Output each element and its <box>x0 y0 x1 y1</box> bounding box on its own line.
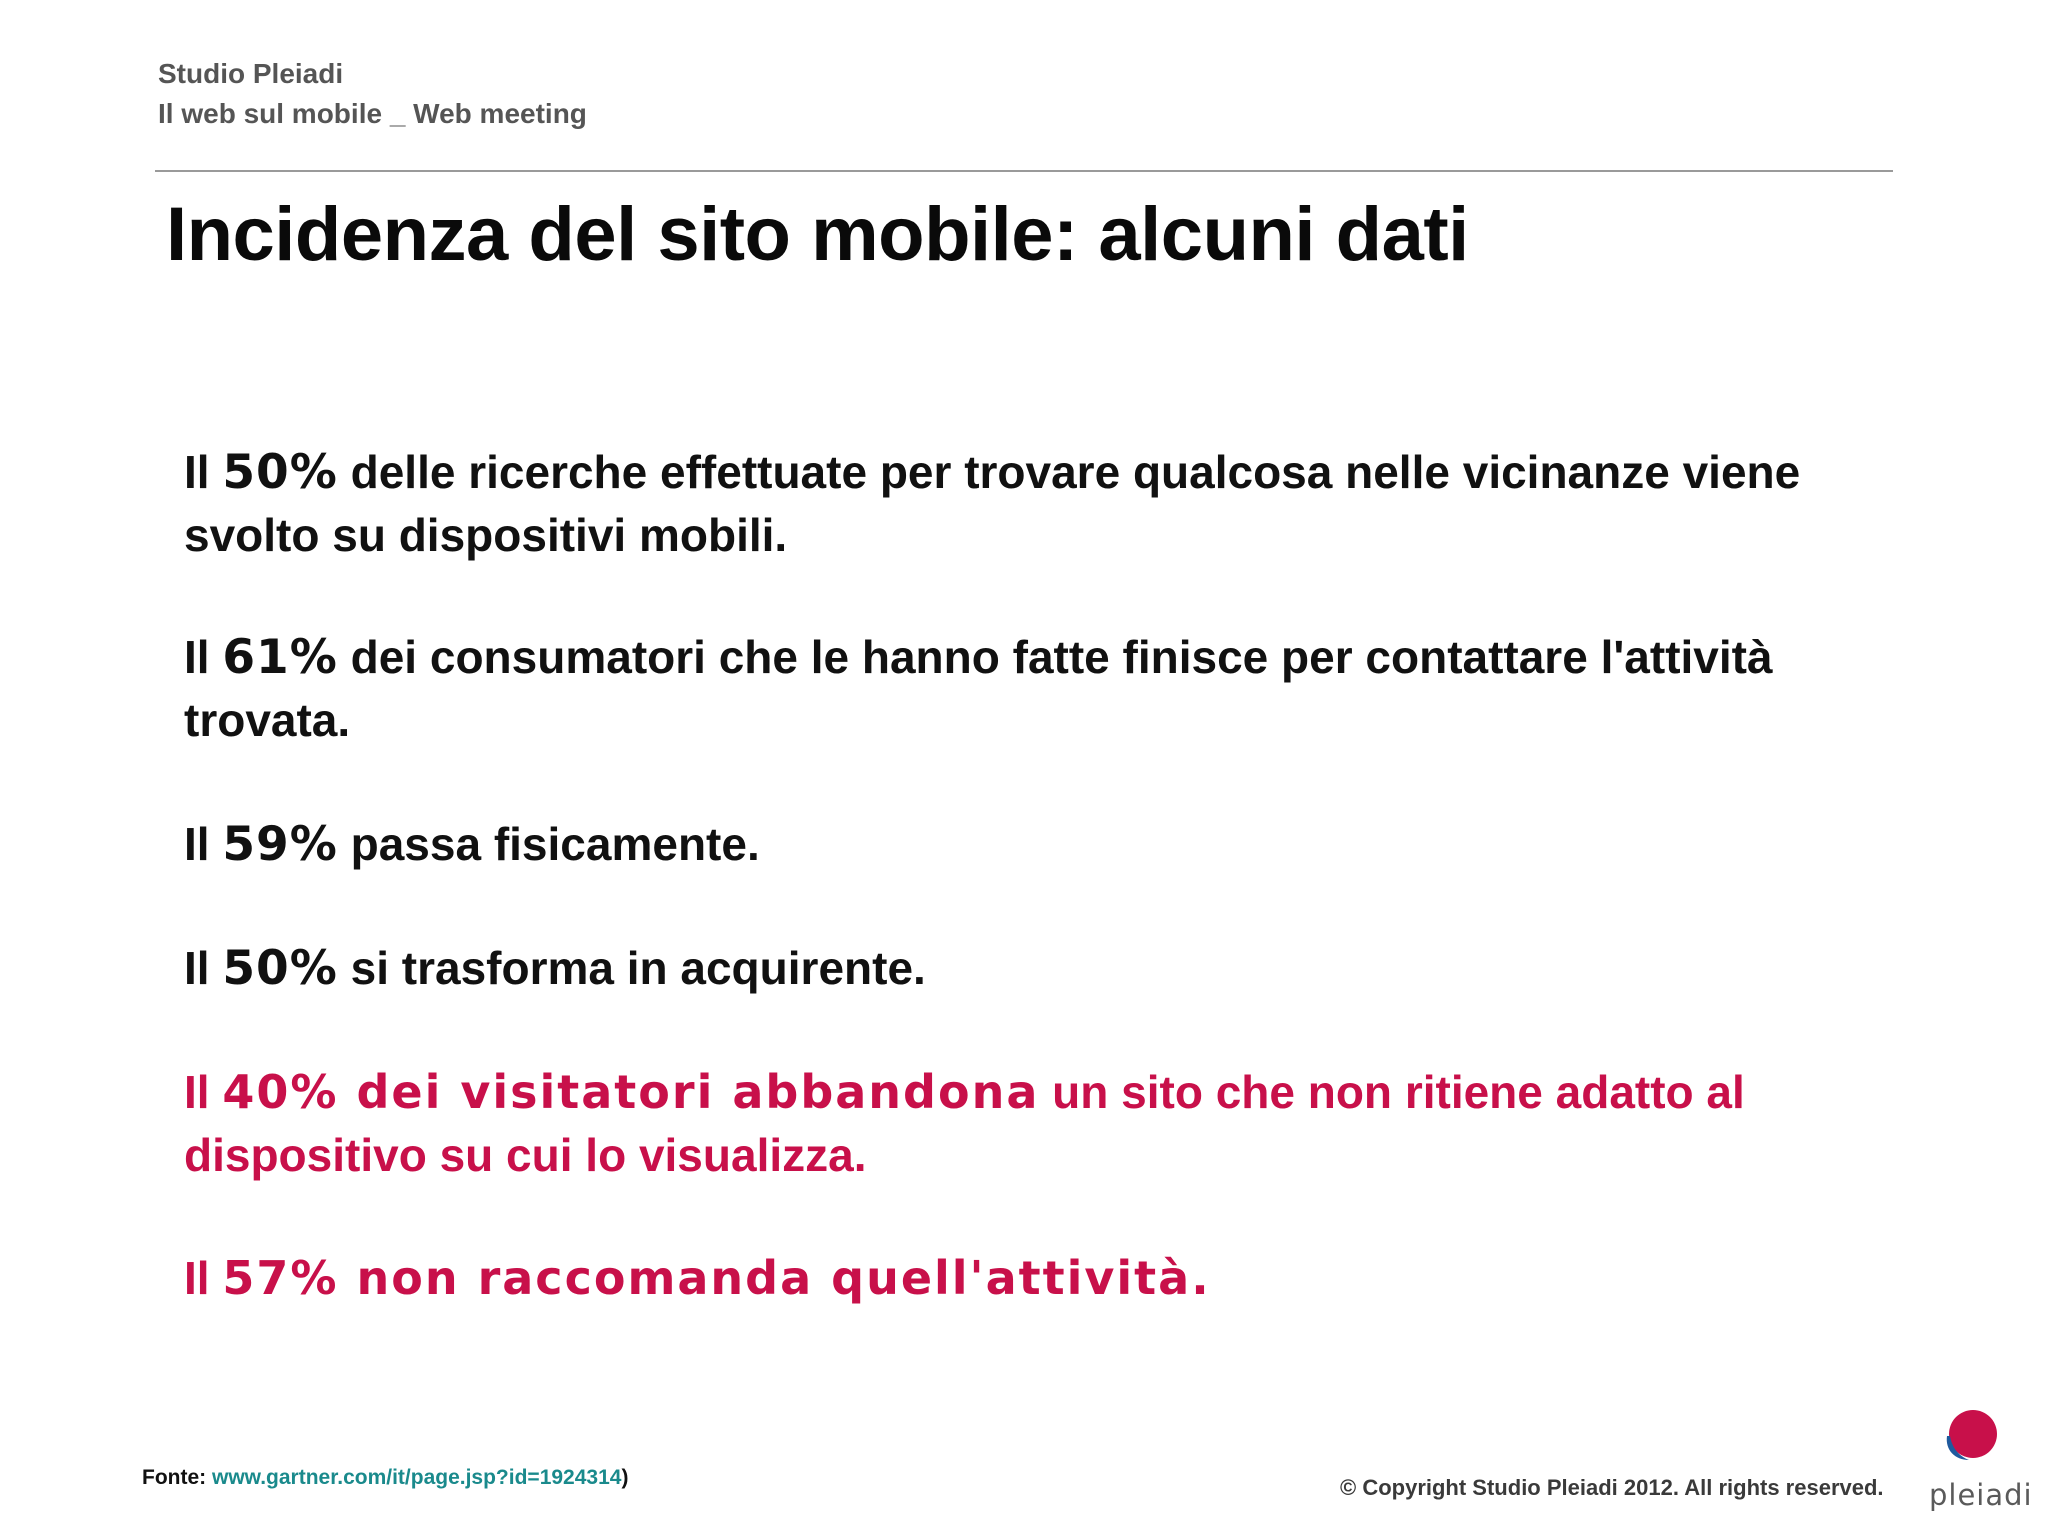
stat-text: delle ricerche effettuate per trovare qualcosa nelle vicinanze viene svolto su dispositivi mobili. <box>184 446 1801 561</box>
stat-value: 57% non raccomanda quell'attività. <box>222 1251 1211 1305</box>
stat-text: passa fisicamente. <box>337 818 760 870</box>
presentation-subtitle: Il web sul mobile _ Web meeting <box>158 98 587 129</box>
stat-value: 59% <box>222 817 338 872</box>
stat-item-highlight <box>184 1061 1904 1187</box>
stat-text: un sito che non ritiene adatto al dispositivo su cui lo visualizza. <box>184 1066 1745 1181</box>
logo-wordmark: pleiadi <box>1929 1478 2033 1512</box>
source-close-paren: ) <box>621 1466 629 1489</box>
stat-value: 61% <box>222 630 338 685</box>
stat-item <box>184 937 1904 1000</box>
stat-prefix: Il <box>184 1066 223 1118</box>
source-link[interactable]: www.gartner.com/it/page.jsp?id=1924314 <box>211 1466 622 1489</box>
stat-item <box>184 813 1904 876</box>
copyright-notice: © Copyright Studio Pleiadi 2012. All rights reserved. <box>1340 1475 1884 1500</box>
slide-title: Incidenza del sito mobile: alcuni dati <box>166 192 1469 277</box>
stat-prefix: Il <box>184 818 223 870</box>
source-label: Fonte: <box>142 1466 212 1489</box>
stat-item <box>184 441 1904 567</box>
header-divider <box>155 170 1893 172</box>
stat-value: 50% <box>222 445 338 500</box>
stat-text: dei consumatori che le hanno fatte finisce per contattare l'attività trovata. <box>184 631 1773 746</box>
slide-header <box>158 54 587 134</box>
stat-prefix: Il <box>184 942 223 994</box>
source-citation <box>142 1466 628 1490</box>
stat-prefix: Il <box>184 631 223 683</box>
stat-value: 50% <box>222 941 338 996</box>
stat-prefix: Il <box>184 446 223 498</box>
stat-prefix: Il <box>184 1252 223 1304</box>
brand-name: Studio Pleiadi <box>158 58 344 89</box>
stat-value: 40% dei visitatori abbandona <box>222 1065 1040 1119</box>
stat-item-highlight <box>184 1247 1904 1310</box>
stat-item <box>184 626 1904 752</box>
stat-text: si trasforma in acquirente. <box>337 942 926 994</box>
